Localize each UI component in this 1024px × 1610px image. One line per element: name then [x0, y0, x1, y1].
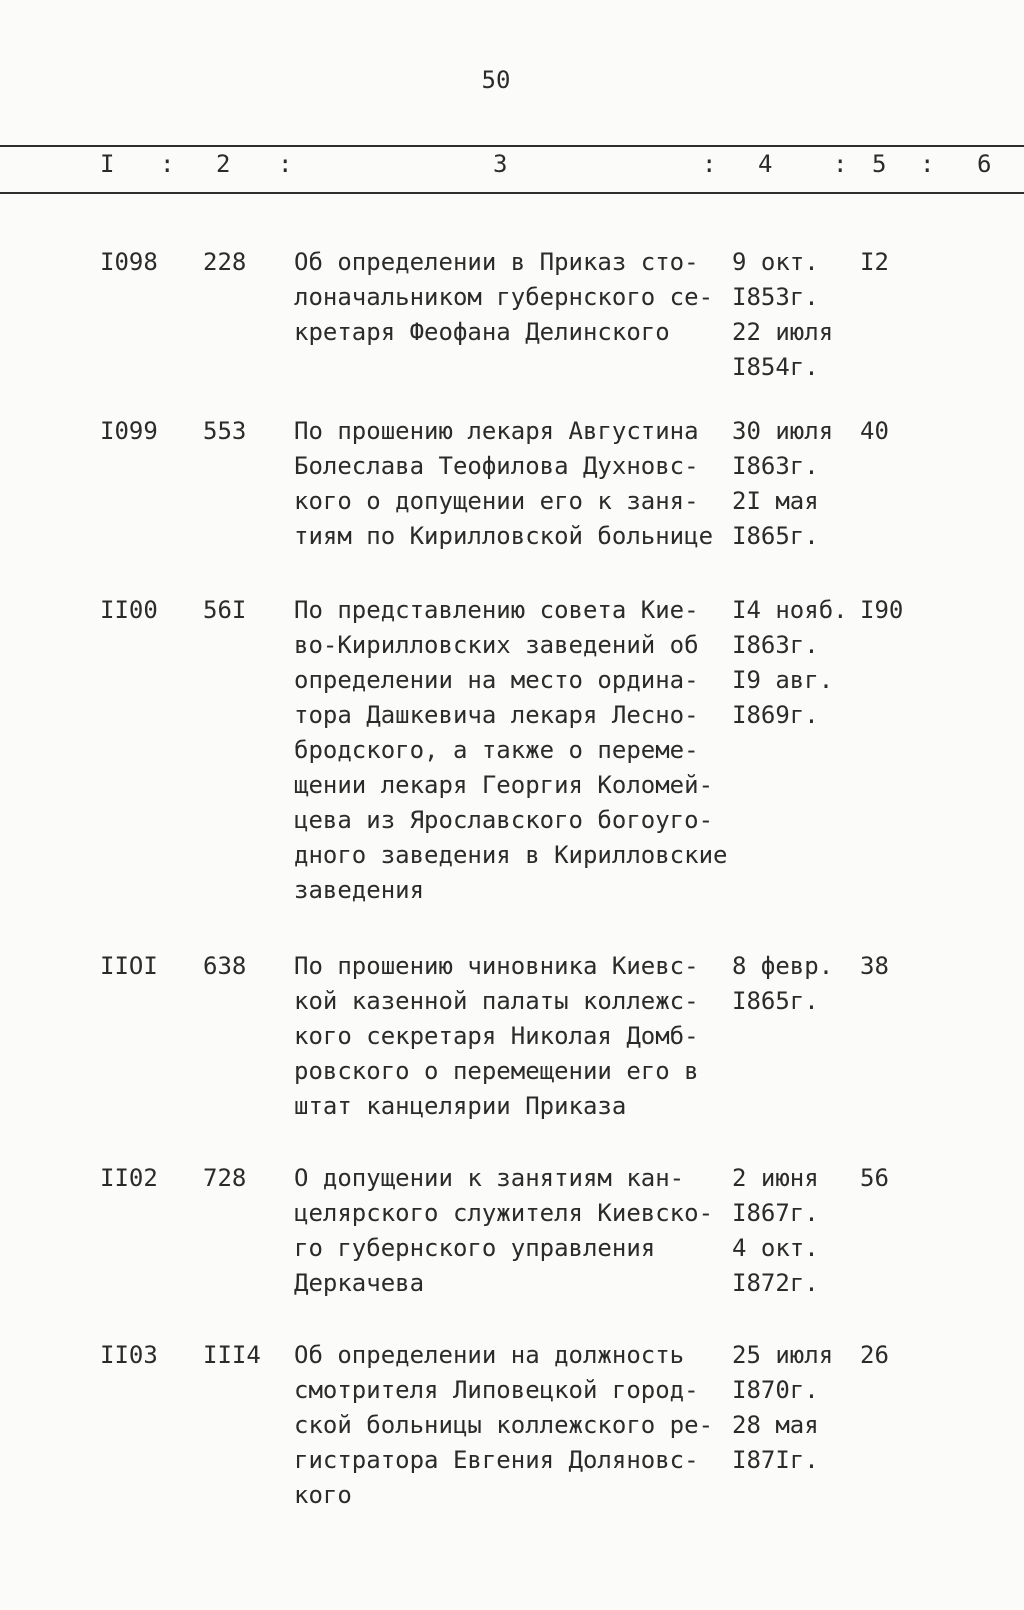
- sheet-count: I2: [860, 248, 889, 276]
- header-col-6: 6: [977, 150, 992, 178]
- date-line: I872г.: [732, 1269, 819, 1297]
- date-line: I854г.: [732, 353, 819, 381]
- description-line: По прошению чиновника Киевс-: [294, 952, 699, 980]
- entry-description: [294, 245, 734, 350]
- file-number: III4: [203, 1341, 261, 1369]
- description-line: По прошению лекаря Августина: [294, 417, 699, 445]
- entry-dates: [732, 1161, 850, 1301]
- entry-dates: [732, 1338, 850, 1478]
- description-line: дного заведения в Кирилловские: [294, 841, 728, 869]
- sheet-count: 38: [860, 952, 889, 980]
- header-col-2: 2: [216, 150, 231, 178]
- description-line: Деркачева: [294, 1269, 425, 1297]
- date-line: I865г.: [732, 987, 819, 1015]
- description-line: лоначальником губернского се-: [294, 283, 714, 311]
- date-line: 2I мая: [732, 487, 819, 515]
- entry-number: IIOI: [100, 952, 158, 980]
- description-line: го губернского управления: [294, 1234, 656, 1262]
- description-line: Об определении на должность: [294, 1341, 685, 1369]
- entry-description: [294, 1338, 734, 1513]
- description-line: цева из Ярославского богоуго-: [294, 806, 714, 834]
- header-separator: :: [920, 150, 935, 178]
- sheet-count: 40: [860, 417, 889, 445]
- description-line: кретаря Феофана Делинского: [294, 318, 670, 346]
- description-line: кой казенной палаты коллежс-: [294, 987, 699, 1015]
- file-number: 553: [203, 417, 247, 445]
- description-line: кого о допущении его к заня-: [294, 487, 699, 515]
- description-line: кого: [294, 1481, 352, 1509]
- description-line: тора Дашкевича лекаря Лесно-: [294, 701, 699, 729]
- entry-dates: [732, 949, 850, 1019]
- page-number: 50: [481, 66, 511, 94]
- entry-description: [294, 414, 734, 554]
- description-line: тиям по Кирилловской больнице: [294, 522, 714, 550]
- entry-number: II02: [100, 1164, 158, 1192]
- entry-number: I098: [100, 248, 158, 276]
- header-separator: :: [702, 150, 717, 178]
- entry-description: [294, 949, 734, 1124]
- date-line: 9 окт.: [732, 248, 819, 276]
- date-line: 4 окт.: [732, 1234, 819, 1262]
- header-col-3: 3: [493, 150, 508, 178]
- description-line: ровского о перемещении его в: [294, 1057, 699, 1085]
- header-bottom-rule: [0, 192, 1024, 194]
- header-top-rule: [0, 145, 1024, 147]
- file-number: 728: [203, 1164, 247, 1192]
- entry-number: I099: [100, 417, 158, 445]
- entry-number: II00: [100, 596, 158, 624]
- header-separator: :: [160, 150, 175, 178]
- header-separator: :: [278, 150, 293, 178]
- file-number: 638: [203, 952, 247, 980]
- file-number: 228: [203, 248, 247, 276]
- date-line: 8 февр.: [732, 952, 834, 980]
- date-line: 25 июля: [732, 1341, 834, 1369]
- header-col-1: I: [100, 150, 115, 178]
- sheet-count: 26: [860, 1341, 889, 1369]
- table-header: [0, 150, 1024, 182]
- description-line: гистратора Евгения Доляновс-: [294, 1446, 699, 1474]
- date-line: 30 июля: [732, 417, 834, 445]
- date-line: I853г.: [732, 283, 819, 311]
- file-number: 56I: [203, 596, 247, 624]
- description-line: ской больницы коллежского ре-: [294, 1411, 714, 1439]
- description-line: Болеслава Теофилова Духновс-: [294, 452, 699, 480]
- date-line: I863г.: [732, 631, 819, 659]
- description-line: кого секретаря Николая Домб-: [294, 1022, 699, 1050]
- sheet-count: I90: [860, 596, 904, 624]
- description-line: смотрителя Липовецкой город-: [294, 1376, 699, 1404]
- description-line: заведения: [294, 876, 425, 904]
- description-line: целярского служителя Киевско-: [294, 1199, 714, 1227]
- date-line: 28 мая: [732, 1411, 819, 1439]
- date-line: I865г.: [732, 522, 819, 550]
- entry-number: II03: [100, 1341, 158, 1369]
- entry-dates: [732, 593, 850, 733]
- description-line: определении на место ордина-: [294, 666, 699, 694]
- description-line: щении лекаря Георгия Коломей-: [294, 771, 714, 799]
- header-separator: :: [833, 150, 848, 178]
- date-line: I870г.: [732, 1376, 819, 1404]
- date-line: 22 июля: [732, 318, 834, 346]
- entry-description: [294, 593, 734, 908]
- description-line: О допущении к занятиям кан-: [294, 1164, 685, 1192]
- date-line: I4 нояб.: [732, 596, 848, 624]
- date-line: I87Iг.: [732, 1446, 819, 1474]
- date-line: I869г.: [732, 701, 819, 729]
- entry-dates: [732, 245, 850, 385]
- header-col-4: 4: [758, 150, 773, 178]
- description-line: штат канцелярии Приказа: [294, 1092, 627, 1120]
- date-line: 2 июня: [732, 1164, 819, 1192]
- entry-dates: [732, 414, 850, 554]
- entry-description: [294, 1161, 734, 1301]
- date-line: I9 авг.: [732, 666, 834, 694]
- description-line: Об определении в Приказ сто-: [294, 248, 699, 276]
- date-line: I863г.: [732, 452, 819, 480]
- description-line: По представлению совета Кие-: [294, 596, 699, 624]
- header-col-5: 5: [872, 150, 887, 178]
- description-line: бродского, а также о переме-: [294, 736, 699, 764]
- date-line: I867г.: [732, 1199, 819, 1227]
- description-line: во-Кирилловских заведений об: [294, 631, 699, 659]
- sheet-count: 56: [860, 1164, 889, 1192]
